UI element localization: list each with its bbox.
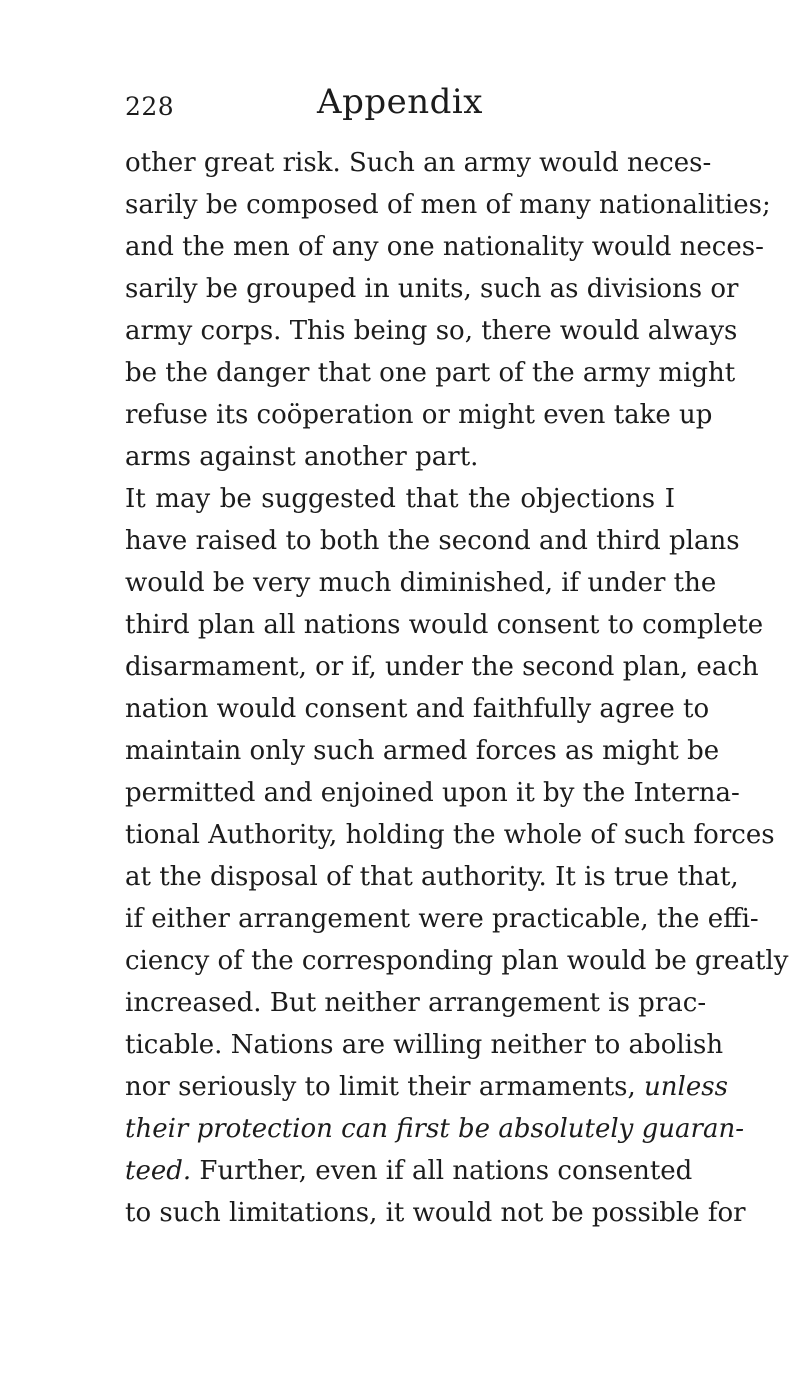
text-line: disarmament, or if, under the second plan, each [125,652,759,682]
text-line [125,1066,728,1108]
running-head [125,82,675,132]
text-line: army corps. This being so, there would always [125,316,738,346]
page-number: 228 [125,92,175,121]
text-segment: nor seriously to limit their armaments, [125,1072,636,1102]
text-line: sarily be composed of men of many nationalities; [125,190,771,220]
text-line: maintain only such armed forces as might be [125,736,720,766]
italic-text-line: their protection can first be absolutely guaran- [125,1114,744,1144]
text-line: if either arrangement were practicable, the effi- [125,904,759,934]
text-line: nation would consent and faithfully agree to [125,694,710,724]
text-line: arms against another part. [125,442,479,472]
text-line: and the men of any one nationality would neces- [125,232,764,262]
text-line: to such limitations, it would not be possible for [125,1198,746,1228]
italic-text: unless [644,1072,728,1102]
text-line: third plan all nations would consent to complete [125,610,764,640]
text-line: refuse its coöperation or might even take up [125,400,713,430]
text-line: increased. But neither arrangement is prac- [125,988,707,1018]
text-line: have raised to both the second and third plans [125,526,740,556]
text-line: other great risk. Such an army would neces- [125,148,712,178]
text-line [125,1150,693,1192]
text-line: sarily be grouped in units, such as divisions or [125,274,739,304]
text-segment: Further, even if all nations consented [199,1156,693,1186]
text-line: permitted and enjoined upon it by the Interna- [125,778,740,808]
text-line: ciency of the corresponding plan would be greatly [125,946,789,976]
body-text [125,142,789,1234]
text-line: would be very much diminished, if under the [125,568,717,598]
text-line: ticable. Nations are willing neither to abolish [125,1030,724,1060]
text-line: tional Authority, holding the whole of such forces [125,820,775,850]
text-line: be the danger that one part of the army might [125,358,736,388]
italic-text: teed. [125,1156,192,1186]
text-line: It may be suggested that the objections I [125,484,675,514]
text-line: at the disposal of that authority. It is true that, [125,862,739,892]
header-title: Appendix [317,82,483,122]
